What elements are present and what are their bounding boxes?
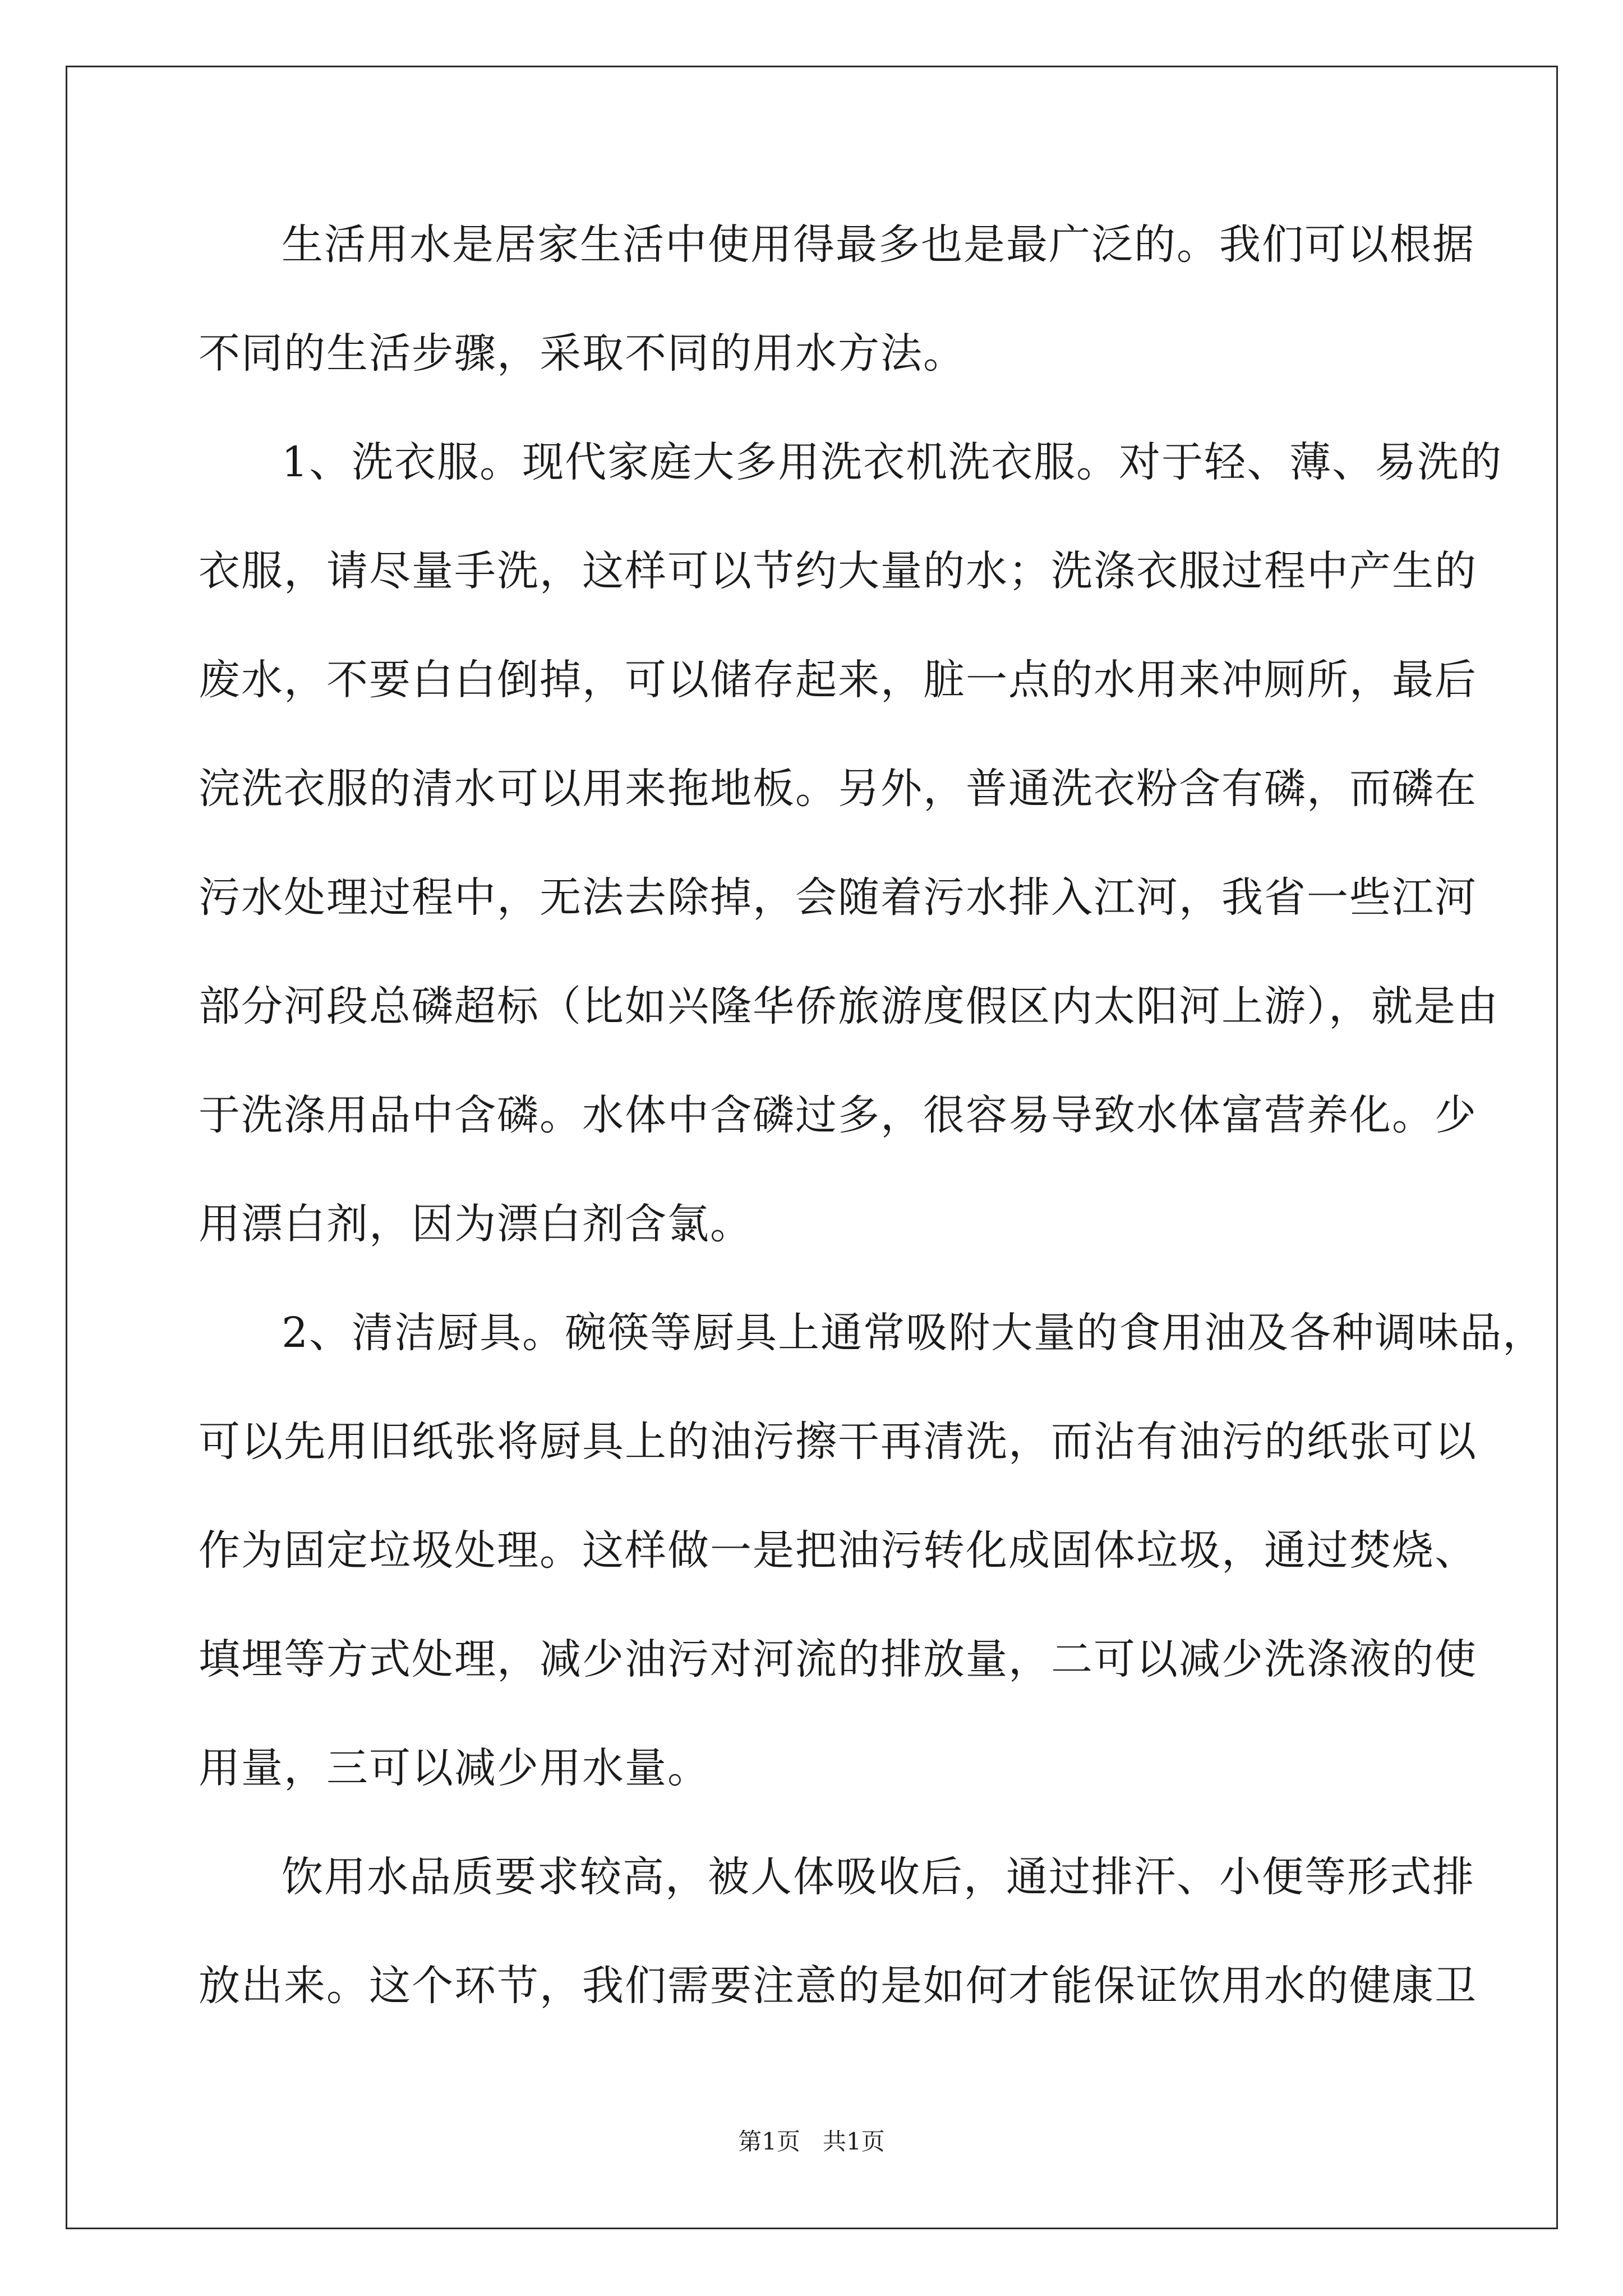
text-line: 填埋等方式处理，减少油污对河流的排放量，二可以减少洗涤液的使	[199, 1635, 1477, 1683]
text-line: 饮用水品质要求较高，被人体吸收后，通过排汗、小便等形式排	[282, 1853, 1475, 1901]
text-line: 浣洗衣服的清水可以用来拖地板。另外，普通洗衣粉含有磷，而磷在	[199, 765, 1477, 813]
text-line: 于洗涤用品中含磷。水体中含磷过多，很容易导致水体富营养化。少	[199, 1091, 1477, 1139]
text-line: 用量，三可以减少用水量。	[199, 1744, 710, 1792]
text-line: 部分河段总磷超标（比如兴隆华侨旅游度假区内太阳河上游），就是由	[199, 982, 1499, 1030]
text-line: 1、洗衣服。现代家庭大多用洗衣机洗衣服。对于轻、薄、易洗的	[282, 438, 1503, 486]
text-line: 用漂白剂，因为漂白剂含氯。	[199, 1200, 753, 1248]
text-line: 衣服，请尽量手洗，这样可以节约大量的水；洗涤衣服过程中产生的	[199, 547, 1477, 595]
page-number: 第1页	[738, 2128, 800, 2155]
page-footer	[0, 2126, 1623, 2157]
text-line: 放出来。这个环节，我们需要注意的是如何才能保证饮用水的健康卫	[199, 1962, 1477, 2010]
text-line: 作为固定垃圾处理。这样做一是把油污转化成固体垃圾，通过焚烧、	[199, 1526, 1477, 1575]
text-line: 废水，不要白白倒掉，可以储存起来，脏一点的水用来冲厕所，最后	[199, 656, 1477, 704]
page-total: 共1页	[823, 2128, 885, 2155]
text-line: 不同的生活步骤，采取不同的用水方法。	[199, 329, 966, 378]
text-line: 污水处理过程中，无法去除掉，会随着污水排入江河，我省一些江河	[199, 873, 1477, 922]
text-line: 生活用水是居家生活中使用得最多也是最广泛的。我们可以根据	[282, 220, 1475, 269]
text-line: 可以先用旧纸张将厨具上的油污擦干再清洗，而沾有油污的纸张可以	[199, 1418, 1477, 1466]
text-line: 2、清洁厨具。碗筷等厨具上通常吸附大量的食用油及各种调味品，	[282, 1309, 1546, 1357]
document-body	[199, 211, 1546, 2061]
